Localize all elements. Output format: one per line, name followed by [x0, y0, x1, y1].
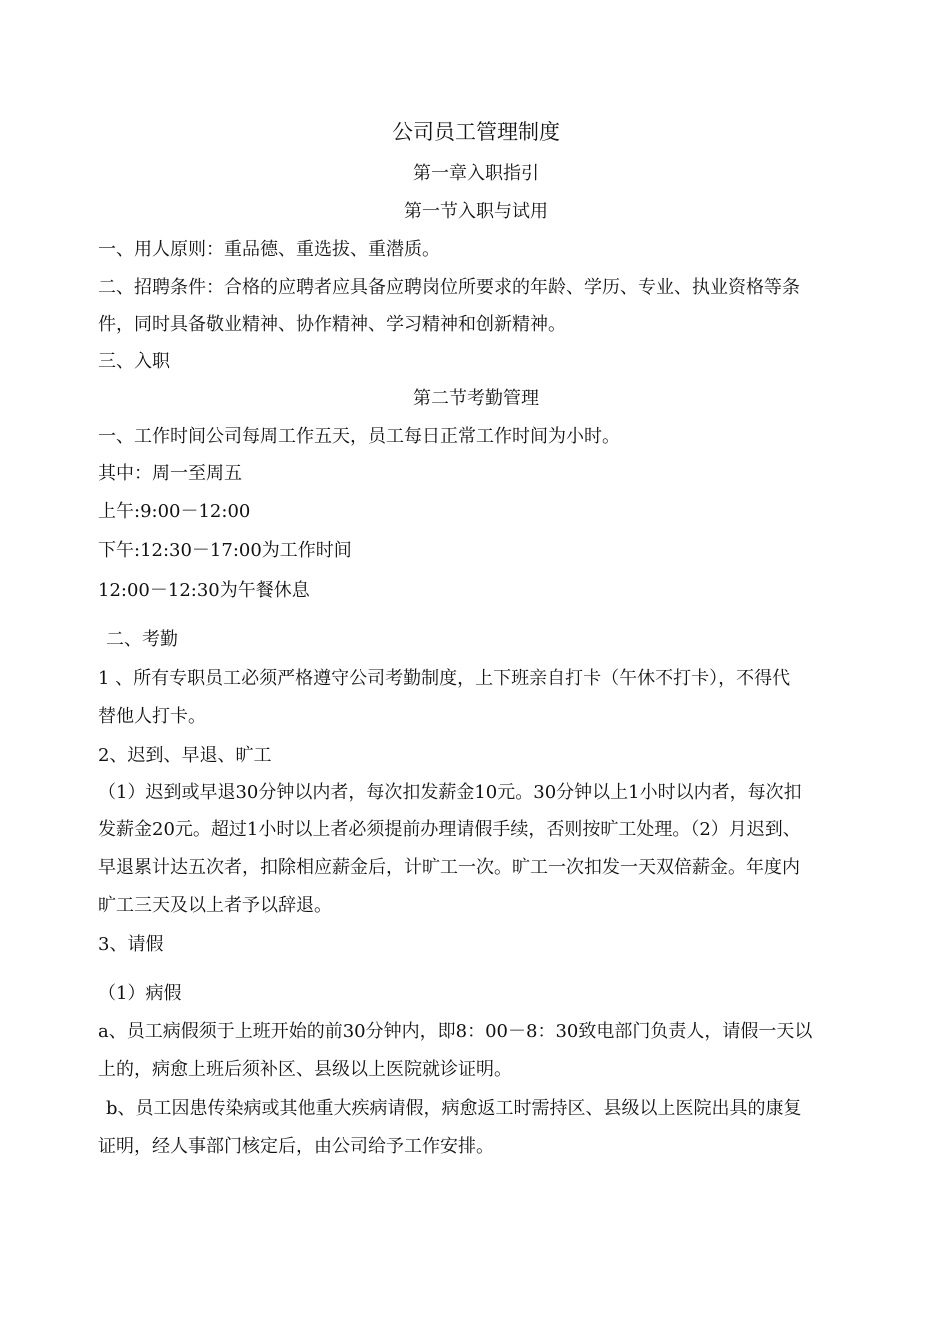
paragraph: 1 、所有专职员工必须严格遵守公司考勤制度，上下班亲自打卡（午休不打卡），不得代 [98, 668, 791, 689]
paragraph: 三、入职 [98, 351, 170, 372]
paragraph: 上午:9:00－12:00 [98, 501, 251, 522]
paragraph: 2、迟到、早退、旷工 [98, 745, 272, 766]
paragraph: 12:00－12:30为午餐休息 [98, 580, 310, 601]
document-title: 公司员工管理制度 [392, 120, 560, 144]
paragraph: 发薪金20元。超过1小时以上者必须提前办理请假手续，否则按旷工处理。（2）月迟到、 [98, 819, 801, 840]
paragraph: 早退累计达五次者，扣除相应薪金后，计旷工一次。旷工一次扣发一天双倍薪金。年度内 [98, 857, 800, 878]
paragraph: （1）病假 [98, 983, 182, 1004]
paragraph: a、员工病假须于上班开始的前30分钟内，即8：00－8：30致电部门负责人，请假一天以 [98, 1021, 813, 1042]
paragraph: 旷工三天及以上者予以辞退。 [98, 895, 332, 916]
paragraph: 二、招聘条件：合格的应聘者应具备应聘岗位所要求的年龄、学历、专业、执业资格等条 [98, 277, 800, 298]
paragraph: 件，同时具备敬业精神、协作精神、学习精神和创新精神。 [98, 314, 566, 335]
paragraph: （1）迟到或早退30分钟以内者，每次扣发薪金10元。30分钟以上1小时以内者，每次扣 [98, 782, 802, 803]
paragraph: 上的，病愈上班后须补区、县级以上医院就诊证明。 [98, 1059, 512, 1080]
paragraph: 替他人打卡。 [98, 706, 206, 727]
chapter-heading: 第一章入职指引 [413, 163, 539, 184]
subheading: 二、考勤 [106, 629, 178, 650]
paragraph: 下午:12:30－17:00为工作时间 [98, 540, 352, 561]
paragraph: 一、用人原则：重品德、重选拔、重潜质。 [98, 239, 440, 260]
paragraph: 证明，经人事部门核定后，由公司给予工作安排。 [98, 1136, 494, 1157]
paragraph: b、员工因患传染病或其他重大疾病请假，病愈返工时需持区、县级以上医院出具的康复 [106, 1098, 802, 1119]
section-heading-2: 第二节考勤管理 [413, 388, 539, 409]
paragraph: 其中：周一至周五 [98, 463, 242, 484]
paragraph: 3、请假 [98, 934, 164, 955]
section-heading-1: 第一节入职与试用 [404, 201, 548, 222]
paragraph: 一、工作时间公司每周工作五天，员工每日正常工作时间为小时。 [98, 426, 620, 447]
